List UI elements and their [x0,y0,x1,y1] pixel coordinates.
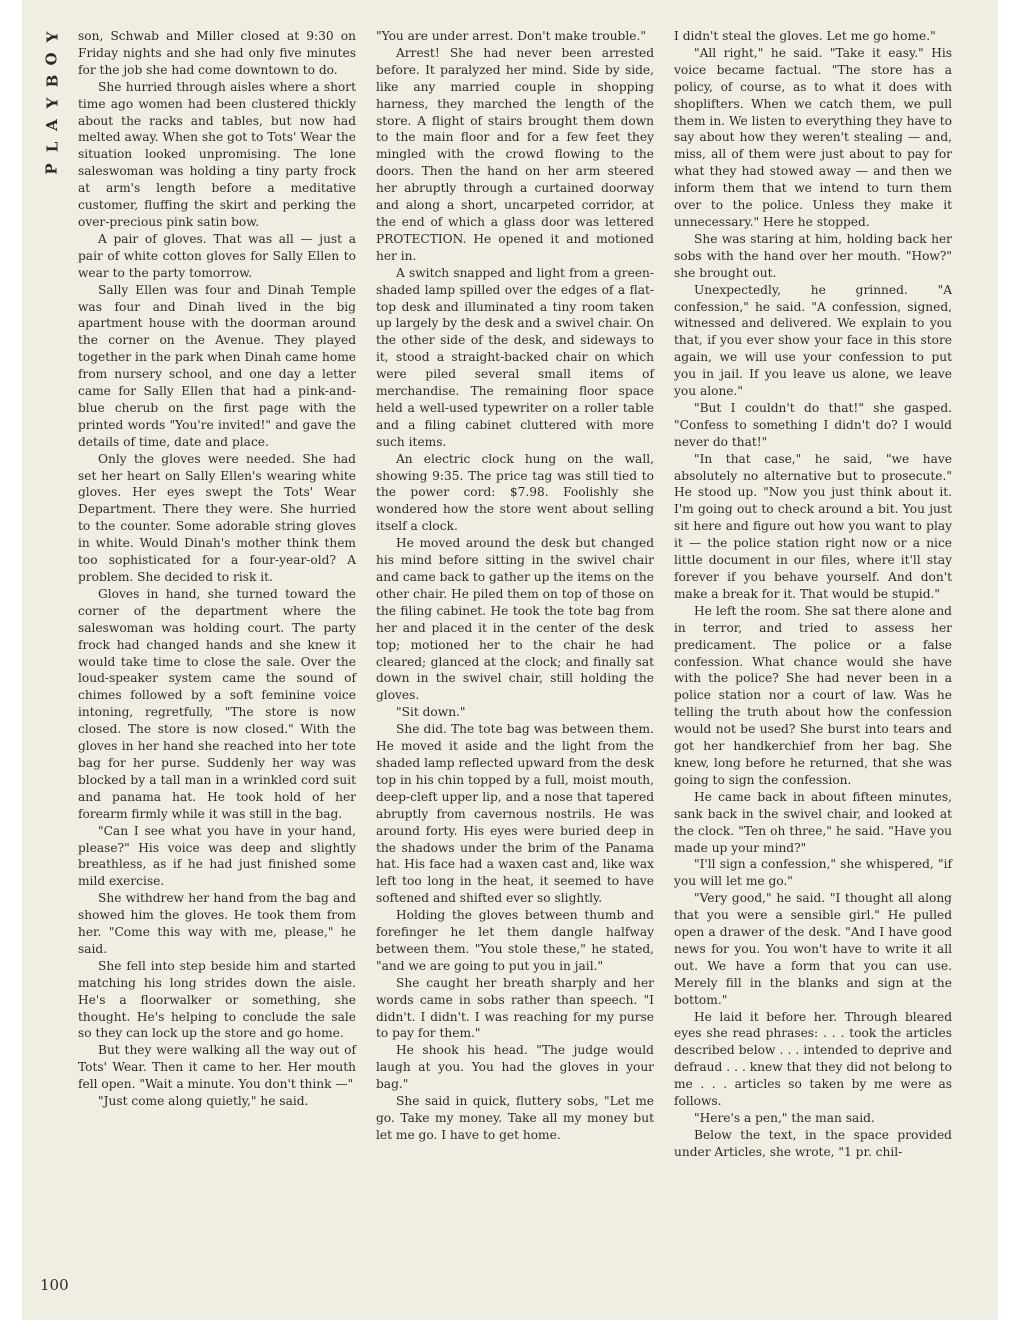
paragraph: He moved around the desk but changed his mind before sitting in the swivel chair and came back to gather up the items on the other chair. He piled them on top of those on the filing cabinet. He took the tote bag from her and placed it in the center of the desk top; motioned her to the chair he had cleared; glanced at the clock; and finally sat down in the swivel chair, still holding the gloves. [376,536,654,703]
paragraph: "I'll sign a confession," she whispered, "if you will let me go." [674,857,952,889]
page-number: 100 [40,1276,69,1294]
paragraph: He laid it before her. Through bleared eyes she read phrases: . . . took the articles described below . . . intended to deprive and defraud . . . knew that they did not belong to me . . . articles so taken by me were as follows. [674,1009,952,1109]
magazine-name-letter: A [42,119,61,131]
paragraph: She said in quick, fluttery sobs, "Let me go. Take my money. Take all my money but let me go. I have to get home. [376,1094,654,1142]
paragraph: "Here's a pen," the man said. [694,1111,875,1125]
paragraph: I didn't steal the gloves. Let me go home." [674,29,936,43]
magazine-name-letter: B [43,74,61,88]
paragraph: An electric clock hung on the wall, showing 9:35. The price tag was still tied to the power cord: $7.98. Foolishly she wondered how the store went about selling itself a clock. [376,451,654,534]
paragraph: "Can I see what you have in your hand, please?" His voice was deep and slightly breathless, as if he had just finished some mild exercise. [78,823,356,889]
paragraph: Only the gloves were needed. She had set her heart on Sally Ellen's wearing white gloves. Her eyes swept the Tots' Wear Department. There they were. She hurried to the counter. Some adorable string gloves in white. Would Dinah's mother think them too sophisticated for a four-year-old? A problem. She decided to risk it. [78,451,356,584]
magazine-name [44,26,60,180]
paragraph: "In that case," he said, "we have absolutely no alternative but to prosecute." He stood up. "Now you just think about it. I'm going out to check around a bit. You just sit here and figure out how you want to play it — the police station right now or a nice little document in our files, where it'll stay forever if you behave yourself. And don't make a break for it. That would be stupid." [674,451,952,601]
paragraph: "All right," he said. "Take it easy." His voice became factual. "The store has a policy, of course, as to what it does with shoplifters. When we catch them, we pull them in. We listen to everything they have to say about how they weren't stealing — and, miss, all of them were just about to pay for what they had stowed away — and then we inform them that we intend to turn them over to the police. Unless they make it unnecessary." Here he stopped. [674,45,952,229]
magazine-name-letter: P [43,163,61,175]
paragraph: Holding the gloves between thumb and forefinger he let them dangle halfway between them. "You stole these," he stated, "and we are going to put you in jail." [376,908,654,973]
paragraph: But they were walking all the way out of Tots' Wear. Then it came to her. Her mouth fell open. "Wait a minute. You don't think —" [78,1043,356,1092]
paragraph: She caught her breath sharply and her words came in sobs rather than speech. "I didn't. I didn't. I was reaching for my purse to pay for them." [376,975,654,1041]
paragraph: "Very good," he said. "I thought all along that you were a sensible girl." He pulled open a drawer of the desk. "And I have good news for you. You won't have to write it all out. We have a form that you can use. Merely fill in the blanks and sign at the bottom." [674,891,952,1007]
paragraph: Unexpectedly, he grinned. "A confession," he said. "A confession, signed, witnessed and delivered. We explain to you that, if you ever show your face in this store again, we will use your confession to put you in jail. If you leave us alone, we leave you alone." [674,282,952,399]
text-column-3 [674,28,952,1161]
paragraph: He left the room. She sat there alone and in terror, and tried to assess her predicament. The police or a false confession. What chance would she have with the police? She had never been in a police station nor a court of law. Was he telling the truth about how the confession would not be used? She burst into tears and got her handkerchief from her bag. She knew, long before he returned, that she was going to sign the confession. [674,603,952,787]
paragraph: A switch snapped and light from a green-shaded lamp spilled over the edges of a flat-top desk and illuminated a tiny room taken up largely by the desk and a swivel chair. On the other side of the desk, and sideways to it, stood a straight-backed chair on which were piled several small items of merchandise. The remaining floor space held a well-used typewriter on a roller table and a filing cabinet cluttered with more such items. [376,265,654,449]
paragraph: He came back in about fifteen minutes, sank back in the swivel chair, and looked at the clock. "Ten oh three," he said. "Have you made up your mind?" [674,789,952,855]
magazine-name-letter: L [42,141,61,153]
paragraph: Below the text, in the space provided under Articles, she wrote, "1 pr. chil- [674,1127,952,1159]
paragraph: She was staring at him, holding back her sobs with the hand over her mouth. "How?" she brought out. [674,231,952,280]
text-column-1 [78,28,356,1110]
paragraph: "But I couldn't do that!" she gasped. "Confess to something I didn't do? I would never do that!" [674,400,952,449]
paragraph: Arrest! She had never been arrested before. It paralyzed her mind. Side by side, like any married couple in shopping harness, they marched the length of the store. A flight of stairs brought them down to the main floor and for a few feet they mingled with the crowd flowing to the doors. Then the hand on her arm steered her abruptly through a curtained doorway and along a short, uncarpeted corridor, at the end of which a glass door was lettered PROTECTION. He opened it and motioned her in. [376,45,654,263]
paragraph: She withdrew her hand from the bag and showed him the gloves. He took them from her. "Come this way with me, please," he said. [78,891,356,956]
paragraph: She did. The tote bag was between them. He moved it aside and the light from the shaded lamp reflected upward from the desk top in his chin topped by a full, moist mouth, deep-cleft upper lip, and a nose that tapered abruptly from cavernous nostrils. He was around forty. His eyes were buried deep in the shadows under the brim of the Panama hat. His face had a waxen cast and, like wax left too long in the heat, it seemed to have softened and shifted ever so slightly. [376,722,654,906]
paragraph: She hurried through aisles where a short time ago women had been clustered thickly about the racks and tables, but now had melted away. When she got to Tots' Wear the situation looked unpromising. The lone saleswoman was holding a tiny party frock at arm's length before a meditative customer, fluffing the skirt and perking the over-precious pink satin bow. [78,79,356,229]
paragraph: "Just come along quietly," he said. [98,1094,309,1109]
paragraph: "You are under arrest. Don't make trouble." [376,29,646,43]
magazine-name-letter: Y [43,31,61,43]
paragraph: son, Schwab and Miller closed at 9:30 on Friday nights and she had only five minutes for the job she had come downtown to do. [78,29,356,77]
magazine-name-letter: Y [43,97,61,109]
paragraph: "Sit down." [396,705,466,720]
paragraph: A pair of gloves. That was all — just a pair of white cotton gloves for Sally Ellen to wear to the party tomorrow. [78,231,356,280]
text-column-2 [376,28,654,1144]
paragraph: Gloves in hand, she turned toward the corner of the department where the saleswoman was holding court. The party frock had changed hands and she knew it would take time to close the sale. Over the loud-speaker system came the sound of chimes followed by a soft feminine voice intoning, regretfully, "The store is now closed. The store is now closed." With the gloves in her hand she reached into her tote bag for her purse. Suddenly her way was blocked by a tall man in a wrinkled cord suit and panama hat. He took hold of her forearm firmly while it was still in the bag. [78,586,356,821]
paragraph: She fell into step beside him and started matching his long strides down the aisle. He's a floorwalker or something, she thought. He's helping to conclude the sale so they can lock up the store and go home. [78,958,356,1041]
paragraph: Sally Ellen was four and Dinah Temple was four and Dinah lived in the big apartment house with the doorman around the corner on the Avenue. They played together in the park when Dinah came home from nursery school, and one day a letter came for Sally Ellen that had a pink-and-blue cherub on the first page with the printed words "You're invited!" and gave the details of time, date and place. [78,282,356,449]
magazine-name-letter: O [42,52,61,66]
paragraph: He shook his head. "The judge would laugh at you. You had the gloves in your bag." [376,1043,654,1092]
